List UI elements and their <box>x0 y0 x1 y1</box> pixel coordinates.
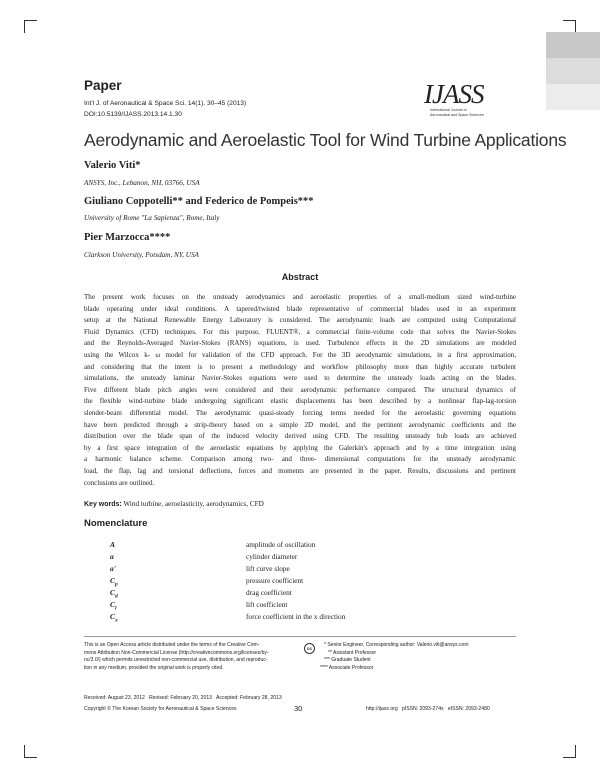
abstract-heading: Abstract <box>281 272 319 282</box>
article-dates: Received: August 23, 2012 Revised: February 20, 2013 Accepted: February 28, 2013 <box>84 695 282 701</box>
abstract-line: the flexible wind-turbine blade undergoing significant elastic displacements has been described by a nonlinear flap-lag-torsion <box>84 397 516 406</box>
cc-license-icon <box>304 643 315 654</box>
issn: http://ijass.org pISSN: 2093-274x eISSN: 2093-2480 <box>366 706 490 712</box>
nomenclature-row <box>110 588 440 600</box>
nomenclature-symbol: $C_l$ <box>110 600 117 612</box>
nomenclature-row <box>110 564 440 576</box>
nomenclature-definition: cylinder diameter <box>246 552 298 561</box>
nomenclature-definition: pressure coefficient <box>246 576 304 585</box>
nomenclature-definition: amplitude of oscillation <box>246 540 316 549</box>
logo-subtitle-2: Aeronautical and Space Sciences <box>430 112 484 117</box>
nomenclature-definition: lift curve slope <box>246 564 290 573</box>
license-text <box>84 642 304 672</box>
author-3-affiliation: Clarkson University, Potsdam, NY, USA <box>84 251 199 259</box>
author-2-name: Giuliano Coppotelli** and Federico de Pompeis*** <box>84 196 314 207</box>
abstract-line: simulations, the unsteady laminar Navier-Stokes equations were used to determine the unsteady loads acting on the blades. <box>84 374 516 383</box>
author-note: **** Associate Professor <box>320 664 374 671</box>
nomenclature-symbol: A <box>110 540 116 549</box>
nomenclature-row <box>110 552 440 564</box>
nomenclature-symbol: a' <box>110 564 116 573</box>
side-tab-mid <box>546 58 600 84</box>
nomenclature-list <box>110 540 440 624</box>
abstract-line: load, the flap, lag and torsional deflections, forces and moments are presented in the paper. Results, discussions and pertinent <box>84 466 516 475</box>
logo-subtitle-1: International Journal of <box>430 108 467 112</box>
citation: Int'l J. of Aeronautical & Space Sci. 14(1), 30–45 (2013) <box>84 100 247 107</box>
abstract-line: Five different blade pitch angles were considered and their aerodynamic performance compared. The structural dynamics of <box>84 385 516 394</box>
author-1-affiliation: ANSYS, Inc., Lebanon, NH, 03766, USA <box>84 179 200 187</box>
abstract-line: setup at the National Renewable Energy Laboratory is considered. The aerodynamic loads are computed using Computational <box>84 316 516 325</box>
abstract-line: slender-beam differential model. The aerodynamic quasi-steady forcing terms needed for the aeroelastic governing equations <box>84 408 516 417</box>
author-note: *** Graduate Student <box>324 657 371 664</box>
abstract-line: and considering that the intent is to present a methodology and workflow philosophy more than highly accurate turbulent <box>84 362 516 371</box>
nomenclature-symbol: $C_x$ <box>110 612 118 624</box>
license-line: nc/3.0/) which permits unrestricted non-commercial use, distribution, and reproduc- <box>84 657 268 664</box>
license-line: mons Attribution Non-Commercial License (http://creativecommons.org/licenses/by- <box>84 649 269 656</box>
footer-divider <box>84 636 516 637</box>
nomenclature-row <box>110 600 440 612</box>
abstract-line: using the Wilcox k- ω model for validation of the CFD approach. For the 3D aerodynamic simulations, in a first approximation, <box>84 350 516 359</box>
abstract-body <box>84 292 516 489</box>
author-2-affiliation: University of Rome "La Sapienza", Rome, Italy <box>84 214 220 222</box>
nomenclature-definition: force coefficient in the x direction <box>246 612 346 621</box>
author-note: ** Assistant Professor <box>328 649 377 656</box>
nomenclature-symbol: $C_d$ <box>110 588 118 600</box>
abstract-line: The present work focuses on the unsteady aerodynamics and aeroelastic properties of a small-medium sized wind-turbine <box>84 293 516 301</box>
nomenclature-definition: drag coefficient <box>246 588 292 597</box>
nomenclature-row <box>110 540 440 552</box>
license-line: This is an Open Access article distributed under the terms of the Creative Com- <box>84 642 260 648</box>
copyright: Copyright © The Korean Society for Aeronautical & Space Sciences <box>84 706 237 712</box>
crop-mark-bottom-right <box>563 745 576 758</box>
author-note: * Senior Engineer, Corresponding author: Valerio.viti@ansys.com <box>324 642 469 648</box>
side-tab-dark <box>546 32 600 58</box>
license-line: tion in any medium, provided the original work is properly cited. <box>84 664 224 671</box>
cc-symbol: cc <box>306 646 313 651</box>
abstract-line: Fluid Dynamics (CFD) techniques. For this purpose, FLUENT®, a commercial finite-volume code that solves the Navier-Stokes <box>84 327 516 336</box>
abstract-line: and the Reynolds-Averaged Navier-Stokes (RANS) equations, is used. Turbulence effects in the 2D simulations are modeled <box>84 339 516 348</box>
author-3-name: Pier Marzocca**** <box>84 232 171 243</box>
keywords-label: Key words: <box>84 501 122 508</box>
nomenclature-definition: lift coefficient <box>246 600 288 609</box>
abstract-line: a harmonic balance scheme. Comparison among two- and three- dimensional computations for the unsteady aerodynamic <box>84 455 516 464</box>
article-title: Aerodynamic and Aeroelastic Tool for Wind Turbine Applications <box>84 130 567 150</box>
abstract-line: have been predicted through a strip-theory based on a simple 2D model, and the pertinent aerodynamic coefficients and the <box>84 420 516 429</box>
side-tab-light <box>546 84 600 110</box>
logo-wordmark: IJASS <box>424 79 484 109</box>
abstract-line: by a first space integration of the aeroelastic equations by applying the Galerkin's approach and by a time integration using <box>84 443 516 452</box>
nomenclature-symbol: a <box>110 552 114 561</box>
doi: DOI:10.5139/IJASS.2013.14.1.30 <box>84 111 182 118</box>
crop-mark-bottom-left <box>24 745 37 758</box>
nomenclature-heading: Nomenclature <box>84 518 148 529</box>
author-notes <box>320 642 516 672</box>
abstract-line: distribution over the blade span of the induced velocity derived using CFD. The resulting unsteady hub loads are achieved <box>84 432 516 441</box>
journal-logo <box>424 80 520 130</box>
crop-mark-top-left <box>24 20 37 33</box>
page-number: 30 <box>294 704 303 713</box>
nomenclature-row <box>110 576 440 588</box>
nomenclature-symbol: $C_p$ <box>110 576 118 588</box>
keywords-value: Wind turbine, aeroelasticity, aerodynamics, CFD <box>123 500 264 508</box>
section-label: Paper <box>84 78 122 93</box>
keywords <box>84 500 264 508</box>
nomenclature-row <box>110 612 440 624</box>
abstract-line: blade operating under ideal conditions. A tapered/twisted blade representative of commercial blades used in an experiment <box>84 304 516 313</box>
author-1-name: Valerio Viti* <box>84 160 141 171</box>
abstract-line: conclusions are outlined. <box>84 478 155 487</box>
